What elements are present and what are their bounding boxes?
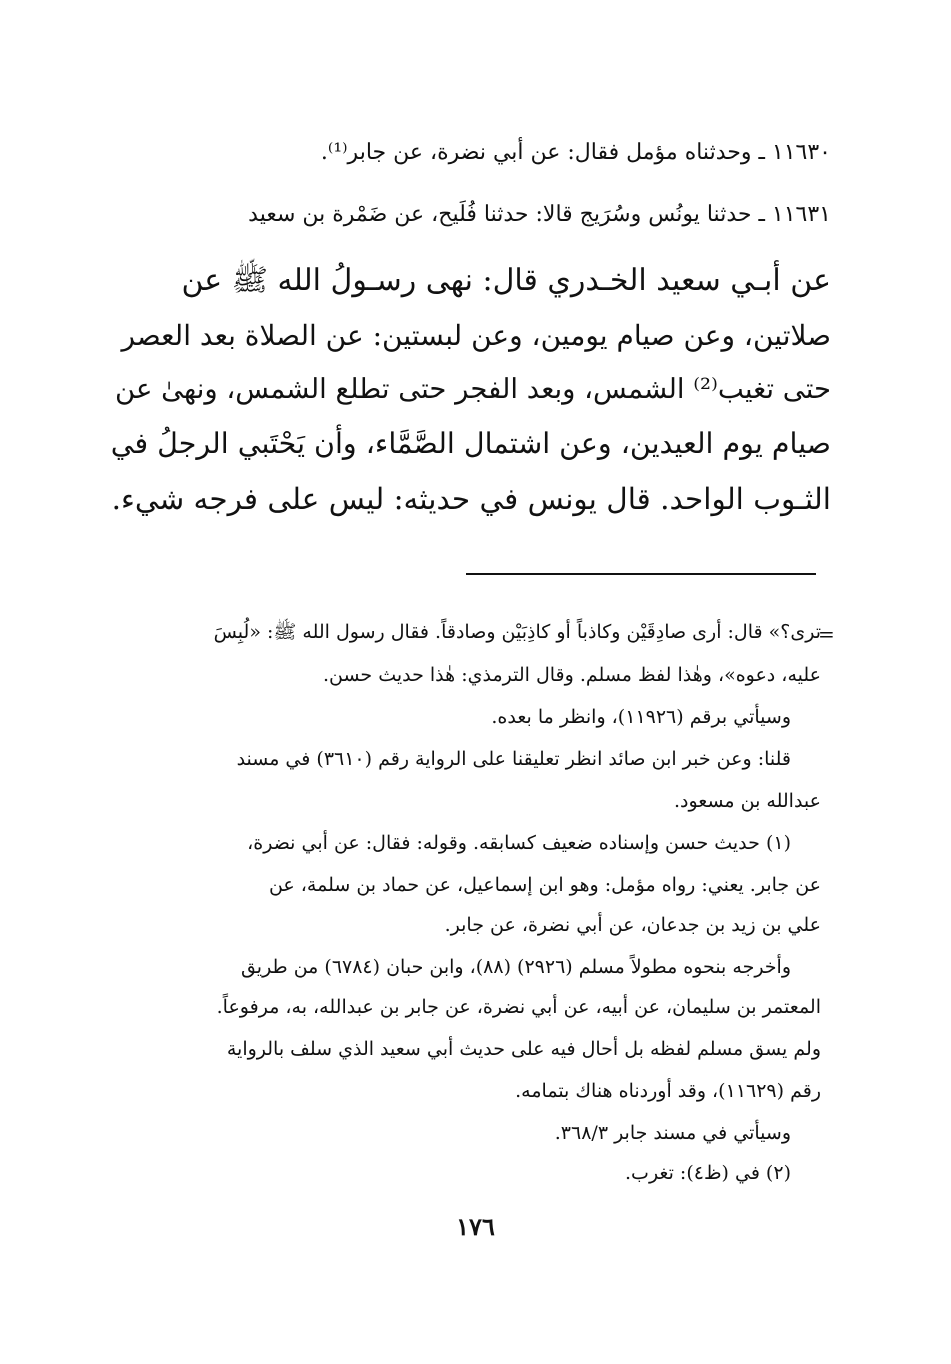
hadith-text-line: حتى تغيب⁽²⁾ الشمس، وبعد الفجر حتى تطلع الشمس، ونهىٰ عن: [115, 373, 831, 405]
hadith-text-line: صلاتين، وعن صيام يومين، وعن لبستين: عن الصلاة بعد العصر: [121, 319, 831, 352]
footnote-1-line: (١) حديث حسن وإسناده ضعيف كسابقه. وقوله: فقال: عن أبي نضرة،: [247, 832, 791, 854]
footnote-1-line: علي بن زيد بن جدعان، عن أبي نضرة، عن جابر.: [444, 914, 821, 936]
footnote-line: عليه، دعوه»، وهٰذا لفظ مسلم. وقال الترمذي: هٰذا حديث حسن.: [322, 664, 821, 686]
continuation-mark: =: [818, 622, 835, 646]
footnote-1-line: وأخرجه بنحوه مطولاً مسلم (٢٩٢٦) (٨٨)، وابن حبان (٦٧٨٤) من طريق: [240, 956, 791, 978]
footnote-1-line: وسيأتي في مسند جابر ٣٦٨/٣.: [554, 1122, 791, 1144]
footnote-line: وسيأتي برقم (١١٩٢٦)، وانظر ما بعده.: [491, 706, 791, 728]
footnote-line: عبدالله بن مسعود.: [673, 790, 821, 812]
hadith-text-line: عن أبـي سعيد الخـدري قال: نهى رسـولُ الله ﷺ عن: [181, 263, 831, 298]
hadith-11630-line: ١١٦٣٠ ـ وحدثناه مؤمل فقال: عن أبي نضرة، عن جابر⁽¹⁾.: [320, 140, 831, 165]
footnote-line: قلنا: وعن خبر ابن صائد انظر تعليقنا على الرواية رقم (٣٦١٠) في مسند: [236, 748, 791, 770]
footnote-separator: [466, 573, 816, 575]
footnote-1-line: عن جابر. يعني: رواه مؤمل: وهو ابن إسماعيل، عن حماد بن سلمة، عن: [268, 874, 821, 896]
footnote-1-line: رقم (١١٦٢٩)، وقد أوردناه هناك بتمامه.: [515, 1080, 821, 1102]
footnote-1-line: ولم يسق مسلم لفظه بل أحال فيه على حديث أبي سعيد الذي سلف بالرواية: [226, 1038, 821, 1060]
footnote-2-line: (٢) في (ظ٤): تغرب.: [625, 1162, 791, 1184]
hadith-text-line: الثـوب الواحد. قال يونس في حديثه: ليس على فرجه شيء.: [111, 482, 831, 516]
hadith-text-line: صيام يوم العيدين، وعن اشتمال الصَّمَّاء، وأن يَحْتَبي الرجلُ في: [110, 427, 831, 460]
footnote-1-line: المعتمر بن سليمان، عن أبيه، عن أبي نضرة، عن جابر بن عبدالله، به، مرفوعاً.: [216, 996, 821, 1018]
page-number: ١٧٦: [456, 1212, 495, 1241]
footnote-line: ترى؟» قال: أرى صادِقَيْن وكاذباً أو كاذِبَيْن وصادقاً. فقال رسول الله ﷺ: «لُبِسَ: [213, 621, 821, 643]
hadith-11631-header-line: ١١٦٣١ ـ حدثنا يونُس وسُرَيج قالا: حدثنا فُلَيح، عن ضَمْرة بن سعيد: [248, 202, 831, 227]
